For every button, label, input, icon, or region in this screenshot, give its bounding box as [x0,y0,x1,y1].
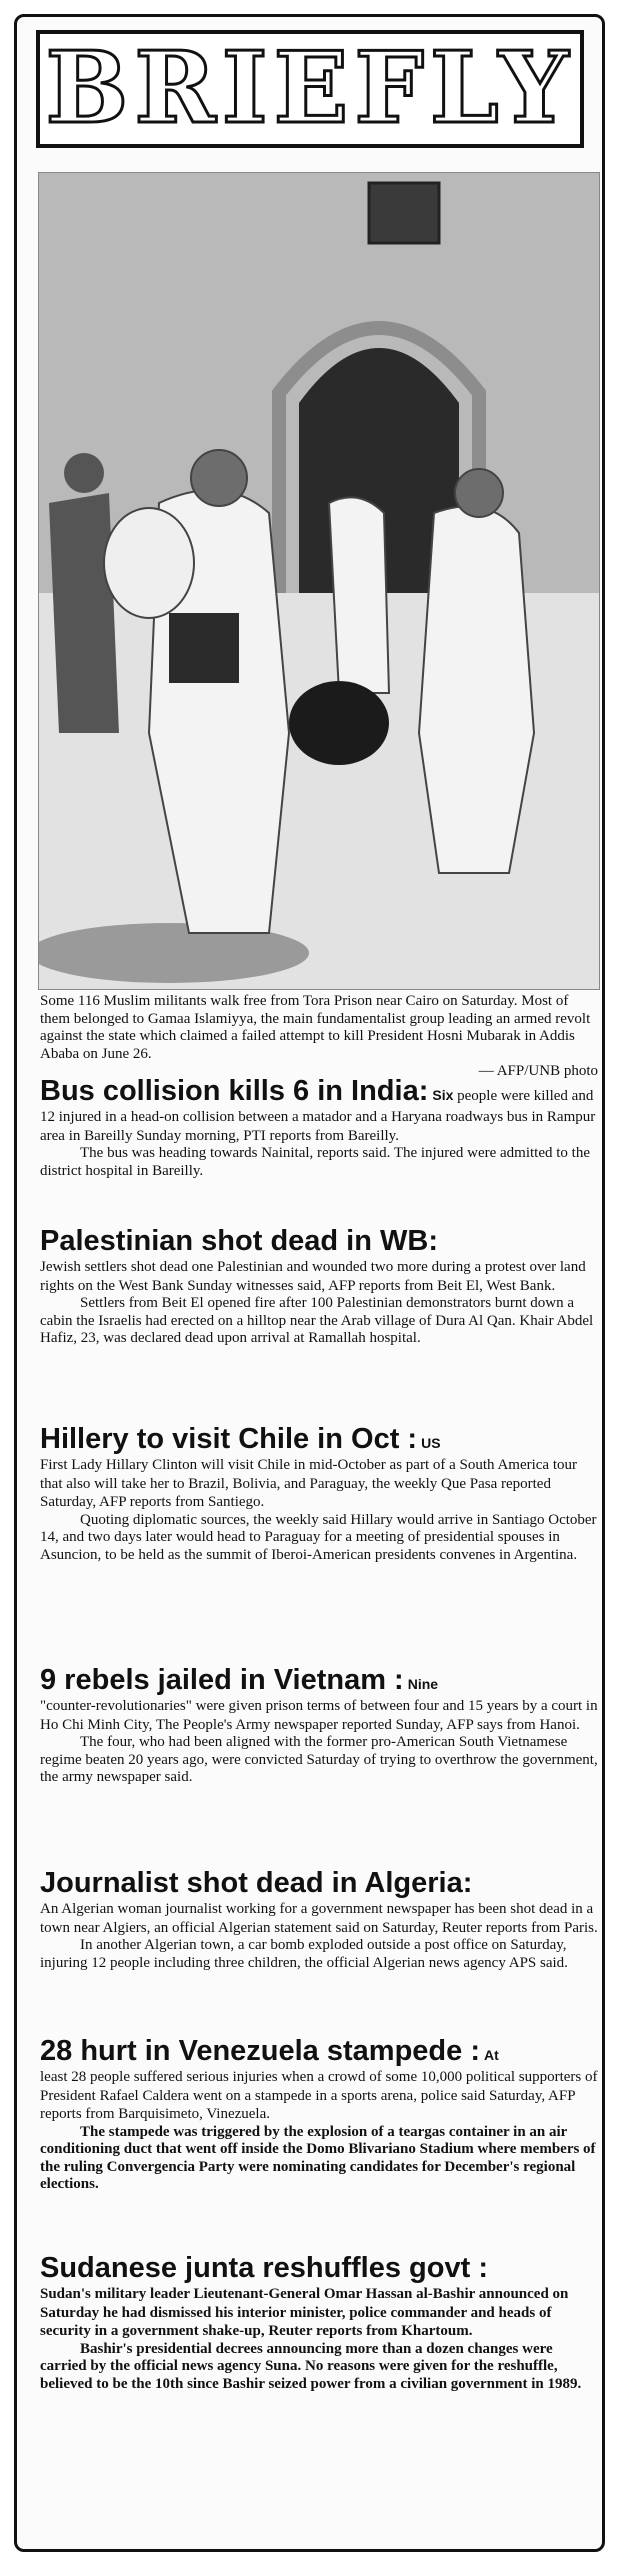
story-palestinian [40,1225,600,1348]
story-algeria [40,1867,600,1972]
story-paragraph: Settlers from Beit El opened fire after 100 Palestinian demonstrators burnt down a cabin the Israelis had erected on a hilltop near the Arab village of Dura Al Qan. Khair Abdel Hafiz, 23, was declared dead upon arrival at Ramallah hospital. [40,1295,594,1346]
photo-credit: — AFP/UNB photo [478,1063,598,1079]
story-headline: 28 hurt in Venezuela stampede : [40,2035,480,2067]
story-lead: Jewish settlers shot dead one Palestinian and wounded two more during a protest over land rights on the West Bank Sunday witnesses said, AFP reports from Beit El, West Bank. [40,1259,586,1294]
photo-caption-text: Some 116 Muslim militants walk free from Tora Prison near Cairo on Saturday. Most of them belonged to Gamaa Islamiyya, the main fundamentalist group leading an armed revolt against the state which claimed a failed attempt to kill President Hosni Mubarak in Addis Ababa on June 26. [40,993,591,1062]
story-headline: Sudanese junta reshuffles govt : [40,2252,488,2284]
story-sudan [40,2252,600,2393]
story-lead: people were killed and 12 injured in a head-on collision between a matador and a Haryana roadways bus in Rampur area in Bareilly Sunday morning, PTI reports from Bareilly. [40,1088,596,1144]
story-headline: Palestinian shot dead in WB: [40,1225,438,1257]
story-lead: "counter-revolutionaries" were given prison terms of between four and 15 years by a court in Ho Chi Minh City, The People's Army newspaper reported Sunday, AFP says from Hanoi. [40,1698,598,1733]
story-lead: An Algerian woman journalist working for a government newspaper has been shot dead in a town near Algiers, an official Algerian statement said on Saturday, Reuter reports from Paris. [40,1901,598,1936]
story-paragraph: In another Algerian town, a car bomb exploded outside a post office on Saturday, injuring 12 people including three children, the official Algerian news agency APS said. [40,1937,568,1971]
story-lead: Sudan's military leader Lieutenant-General Omar Hassan al-Bashir announced on Saturday he had dismissed his interior minister, police commander and heads of security in a government shake-up, Reuter reports from Khartoum. [40,2286,569,2339]
story-venezuela [40,2035,600,2194]
story-kicker: At [483,2047,499,2063]
story-paragraph: The stampede was triggered by the explosion of a teargas container in an air conditioning duct that went off inside the Domo Blivariano Stadium where members of the ruling Convergencia Party were nominating candidates for December's regional elections. [40,2123,596,2192]
story-headline: Journalist shot dead in Algeria: [40,1867,473,1899]
story-kicker: Nine [407,1676,439,1692]
story-paragraph: Quoting diplomatic sources, the weekly said Hillary would arrive in Santiago October 14, and two days later would head to Paraguay for a meeting of presidential spouses in Asuncion, to be held as the summit of Iberoi-American presidents convenes in Argentina. [40,1511,597,1563]
masthead [36,30,584,148]
story-lead: least 28 people suffered serious injuries when a crowd of some 10,000 political supporters of President Rafael Caldera went on a stampede in a sports arena, police said Saturday, AFP reports from Barquisimeto, Vinezuela. [40,2069,598,2122]
story-hillery [40,1423,600,1564]
news-photo [38,172,600,990]
masthead-title: BRIEFLY [45,31,575,146]
story-vietnam [40,1664,600,1787]
photo-caption [40,993,598,1081]
story-paragraph: The four, who had been aligned with the former pro-American South Vietnamese regime beaten 20 years ago, were convicted Saturday of trying to overthrow the government, the army newspaper said. [40,1734,598,1785]
story-paragraph: Bashir's presidential decrees announcing more than a dozen changes were carried by the official news agency Suna. No reasons were given for the reshuffle, believed to be the 10th since Bashir seized power from a civilian government in 1989. [40,2340,582,2392]
story-kicker: Six [432,1087,454,1103]
story-kicker: US [421,1435,441,1451]
story-lead: First Lady Hillary Clinton will visit Chile in mid-October as part of a South America tour that also will take her to Brazil, Bolivia, and Paraguay, the weekly Que Pasa reported Saturday, AFP reports from Santiego. [40,1457,578,1510]
story-headline: Hillery to visit Chile in Oct : [40,1423,418,1455]
story-headline: Bus collision kills 6 in India: [40,1075,429,1107]
story-paragraph: The bus was heading towards Nainital, reports said. The injured were admitted to the district hospital in Bareilly. [40,1145,590,1179]
story-bus-collision [40,1075,600,1180]
story-headline: 9 rebels jailed in Vietnam : [40,1664,404,1696]
